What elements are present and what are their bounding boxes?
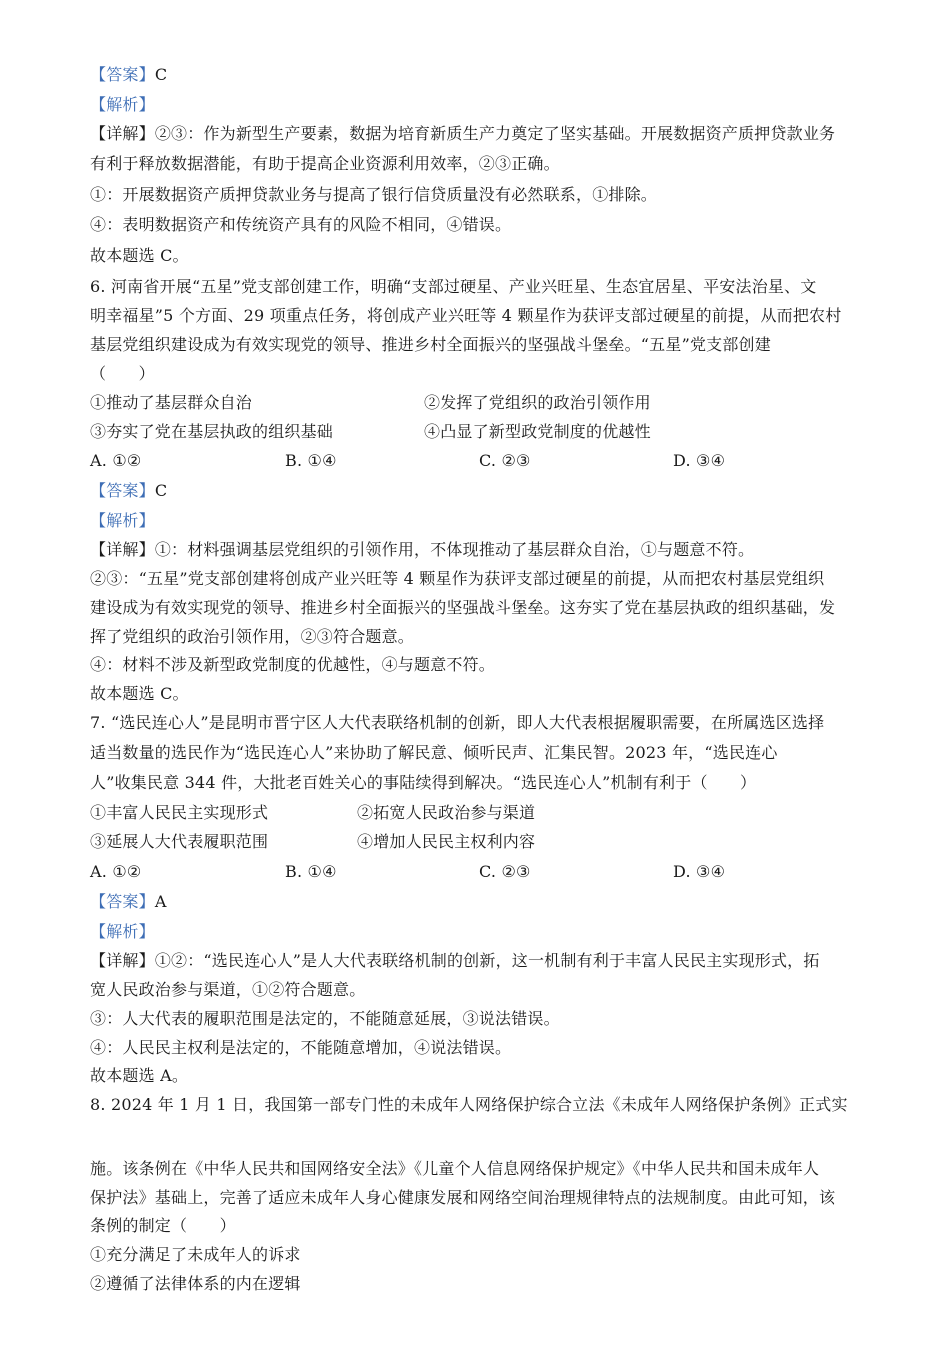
answer-choice: A. ①② [90,451,142,470]
detail-line [90,124,835,144]
statement-option: ④增加人民民主权利内容 [357,832,536,851]
line-text: 保护法》基础上，完善了适应未成年人身心健康发展和网络空间治理规律特点的法规制度。由此可知，该 [90,1188,836,1207]
detail-line [90,951,820,971]
line-text: ①：材料强调基层党组织的引领作用，不体现推动了基层群众自治，①与题意不符。 [154,540,755,559]
line-text: ①：开展数据资产质押贷款业务与提高了银行信贷质量没有必然联系，①排除。 [90,185,658,204]
line-text: ②遵循了法律体系的内在逻辑 [90,1274,301,1293]
line-text: 人”收集民意 344 件，大批老百姓关心的事陆续得到解决。“选民连心人”机制有利于（ ） [90,773,757,792]
line-text: 故本题选 C。 [90,246,189,265]
line-text: C [154,65,168,84]
analysis-line [90,922,155,942]
text-line [90,627,414,647]
line-text: 明幸福星”5 个方面、29 项重点任务，将创成产业兴旺等 4 颗星作为获评支部过硬星的前提，从而把农村 [90,306,842,325]
text-line [90,1188,835,1208]
text-line [90,185,657,205]
text-line [90,684,189,704]
line-text: 7. “选民连心人”是昆明市晋宁区人大代表联络机制的创新，即人大代表根据履职需要，在所属选区选择 [90,713,825,732]
text-line [90,773,756,793]
statement-option: ③夯实了党在基层执政的组织基础 [90,422,334,441]
line-text: 8. 2024 年 1 月 1 日，我国第一部专门性的未成年人网络保护综合立法《未成年人网络保护条例》正式实 [90,1095,848,1114]
text-line [90,1245,301,1265]
text-line [90,743,778,763]
section-label: 【详解】 [90,124,155,143]
section-label: 【答案】 [90,892,155,911]
answer-line [90,481,167,501]
statement-option: ②拓宽人民政治参与渠道 [357,803,536,822]
line-text: ①②：“选民连心人”是人大代表联络机制的创新，这一机制有利于丰富人民民主实现形式，拓 [154,951,820,970]
line-text: 建设成为有效实现党的领导、推进乡村全面振兴的坚强战斗堡垒。这夯实了党在基层执政的组织基础，发 [90,598,836,617]
answer-line [90,65,167,85]
line-text: ②③：“五星”党支部创建将创成产业兴旺等 4 颗星作为获评支部过硬星的前提，从而把农村基层党组织 [90,569,825,588]
section-label: 【答案】 [90,481,155,500]
text-line [90,1038,511,1058]
text-line [90,1216,236,1236]
line-text: 施。该条例在《中华人民共和国网络安全法》《儿童个人信息网络保护规定》《中华人民共和国未成年人 [90,1159,820,1178]
answer-choice: D. ③④ [673,451,726,470]
text-line [90,598,835,618]
section-label: 【详解】 [90,951,155,970]
line-text: C [154,481,168,500]
section-label: 【解析】 [90,511,155,530]
statement-option: ①丰富人民民主实现形式 [90,803,269,822]
question-line [90,277,817,297]
line-text: 条例的制定（ ） [90,1216,236,1235]
line-text: ④：表明数据资产和传统资产具有的风险不相同，④错误。 [90,215,512,234]
statement-option: ④凸显了新型政党制度的优越性 [424,422,651,441]
answer-choice: B. ①④ [285,451,337,470]
line-text: 挥了党组织的政治引领作用，②③符合题意。 [90,627,415,646]
line-text: 故本题选 A。 [90,1066,189,1085]
line-text: 有利于释放数据潜能，有助于提高企业资源利用效率，②③正确。 [90,154,560,173]
text-line [90,246,189,266]
analysis-line [90,95,155,115]
text-line [90,655,495,675]
text-line [90,1009,560,1029]
text-line [90,335,771,355]
statement-option: ②发挥了党组织的政治引领作用 [424,393,651,412]
line-text: ①充分满足了未成年人的诉求 [90,1245,301,1264]
text-line [90,980,365,1000]
section-label: 【解析】 [90,95,155,114]
line-text: 宽人民政治参与渠道，①②符合题意。 [90,980,366,999]
text-line [90,215,511,235]
answer-line [90,892,167,912]
question-line [90,1095,848,1115]
answer-choice: D. ③④ [673,862,726,881]
statement-option: ③延展人大代表履职范围 [90,832,269,851]
line-text: ②③：作为新型生产要素，数据为培育新质生产力奠定了坚实基础。开展数据资产质押贷款业务 [154,124,836,143]
text-line [90,1159,819,1179]
answer-choice: C. ②③ [479,451,531,470]
question-line [90,713,824,733]
section-label: 【详解】 [90,540,155,559]
text-line [90,569,824,589]
detail-line [90,540,754,560]
line-text: A [154,892,167,911]
text-line [90,1274,301,1294]
line-text: 6. 河南省开展“五星”党支部创建工作，明确“支部过硬星、产业兴旺星、生态宜居星、平安法治星、文 [90,277,817,296]
analysis-line [90,511,155,531]
section-label: 【答案】 [90,65,155,84]
answer-choice: A. ①② [90,862,142,881]
line-text: ④：人民民主权利是法定的，不能随意增加，④说法错误。 [90,1038,512,1057]
line-text: 故本题选 C。 [90,684,189,703]
answer-choice: C. ②③ [479,862,531,881]
line-text: 适当数量的选民作为“选民连心人”来协助了解民意、倾听民声、汇集民智。2023 年，“选民连心 [90,743,778,762]
text-line [90,1066,188,1086]
section-label: 【解析】 [90,922,155,941]
text-line [90,364,155,384]
text-line [90,306,841,326]
statement-option: ①推动了基层群众自治 [90,393,253,412]
line-text: 基层党组织建设成为有效实现党的领导、推进乡村全面振兴的坚强战斗堡垒。“五星”党支部创建 [90,335,771,354]
line-text: （ ） [90,364,155,383]
answer-choice: B. ①④ [285,862,337,881]
text-line [90,154,560,174]
line-text: ④：材料不涉及新型政党制度的优越性，④与题意不符。 [90,655,496,674]
line-text: ③：人大代表的履职范围是法定的，不能随意延展，③说法错误。 [90,1009,560,1028]
